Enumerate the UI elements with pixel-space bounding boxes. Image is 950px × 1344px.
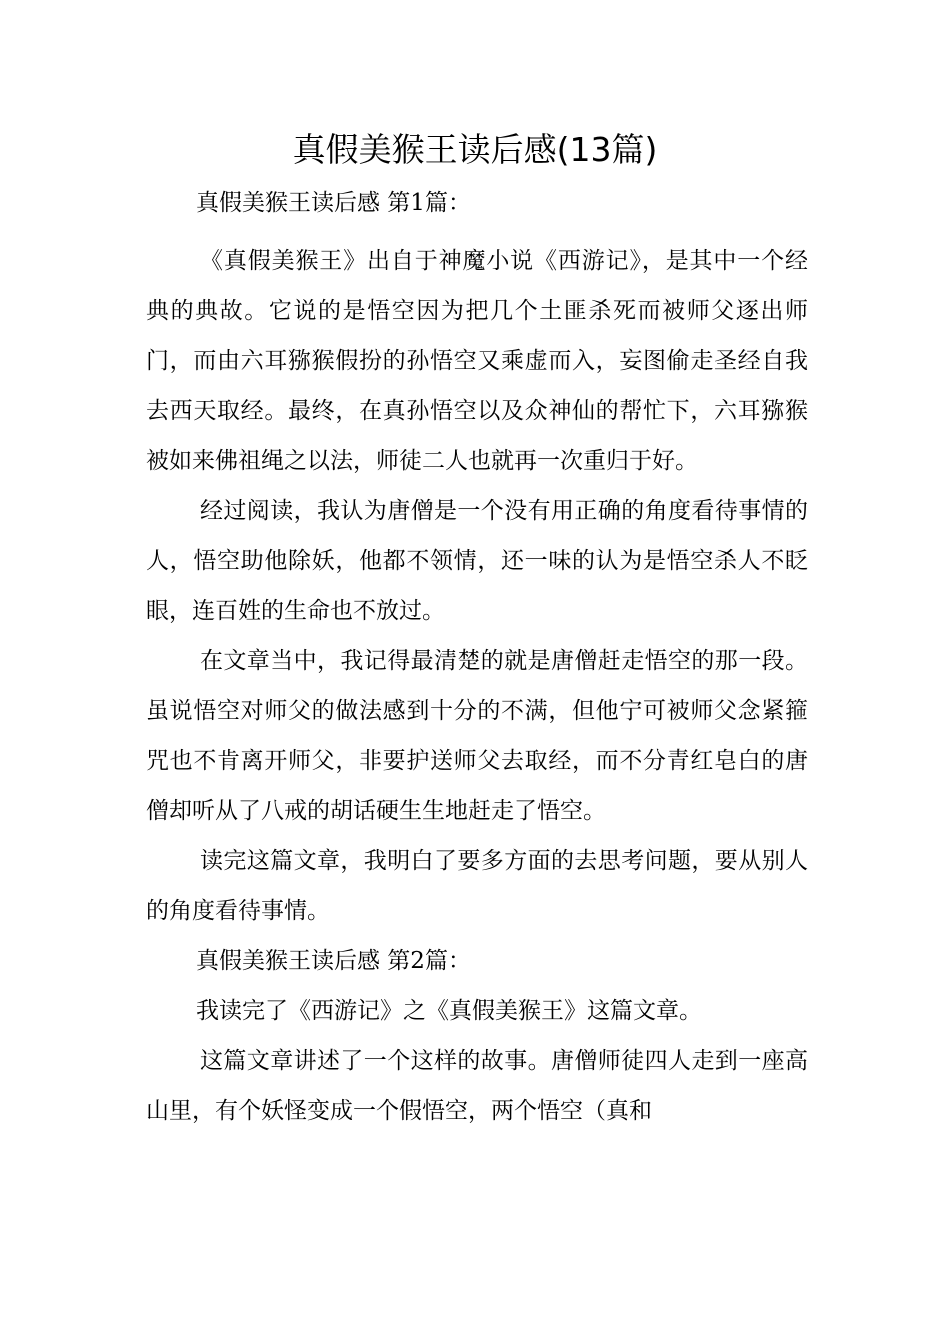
section-heading: 真假美猴王读后感 第2篇： (196, 948, 471, 974)
paragraph: 在文章当中，我记得最清楚的就是唐僧赶走悟空的那一段。虽说悟空对师父的做法感到十分的不满，但他宁可被师父念紧箍咒也不肯离开师父，非要护送师父去取经，而不分青红皂白的唐僧却听从了八戒的胡话硬生生地赶走了悟空。 (146, 648, 808, 824)
document-body (146, 178, 808, 1136)
paragraph: 这篇文章讲述了一个这样的故事。唐僧师徒四人走到一座高山里，有个妖怪变成一个假悟空，两个悟空（真和 (146, 1048, 808, 1124)
paragraph: 经过阅读，我认为唐僧是一个没有用正确的角度看待事情的人，悟空助他除妖，他都不领情，还一味的认为是悟空杀人不眨眼，连百姓的生命也不放过。 (146, 498, 808, 624)
paragraph: 《真假美猴王》出自于神魔小说《西游记》，是其中一个经典的典故。它说的是悟空因为把几个土匪杀死而被师父逐出师门，而由六耳猕猴假扮的孙悟空又乘虚而入，妄图偷走圣经自我去西天取经。最终，在真孙悟空以及众神仙的帮忙下，六耳猕猴被如来佛祖绳之以法，师徒二人也就再一次重归于好。 (146, 248, 808, 474)
paragraph: 读完这篇文章，我明白了要多方面的去思考问题，要从别人的角度看待事情。 (146, 848, 808, 924)
section-heading: 真假美猴王读后感 第1篇： (196, 190, 471, 216)
document-title: 真假美猴王读后感(13篇) (292, 130, 658, 169)
lead-line: 我读完了《西游记》之《真假美猴王》这篇文章。 (196, 998, 702, 1024)
